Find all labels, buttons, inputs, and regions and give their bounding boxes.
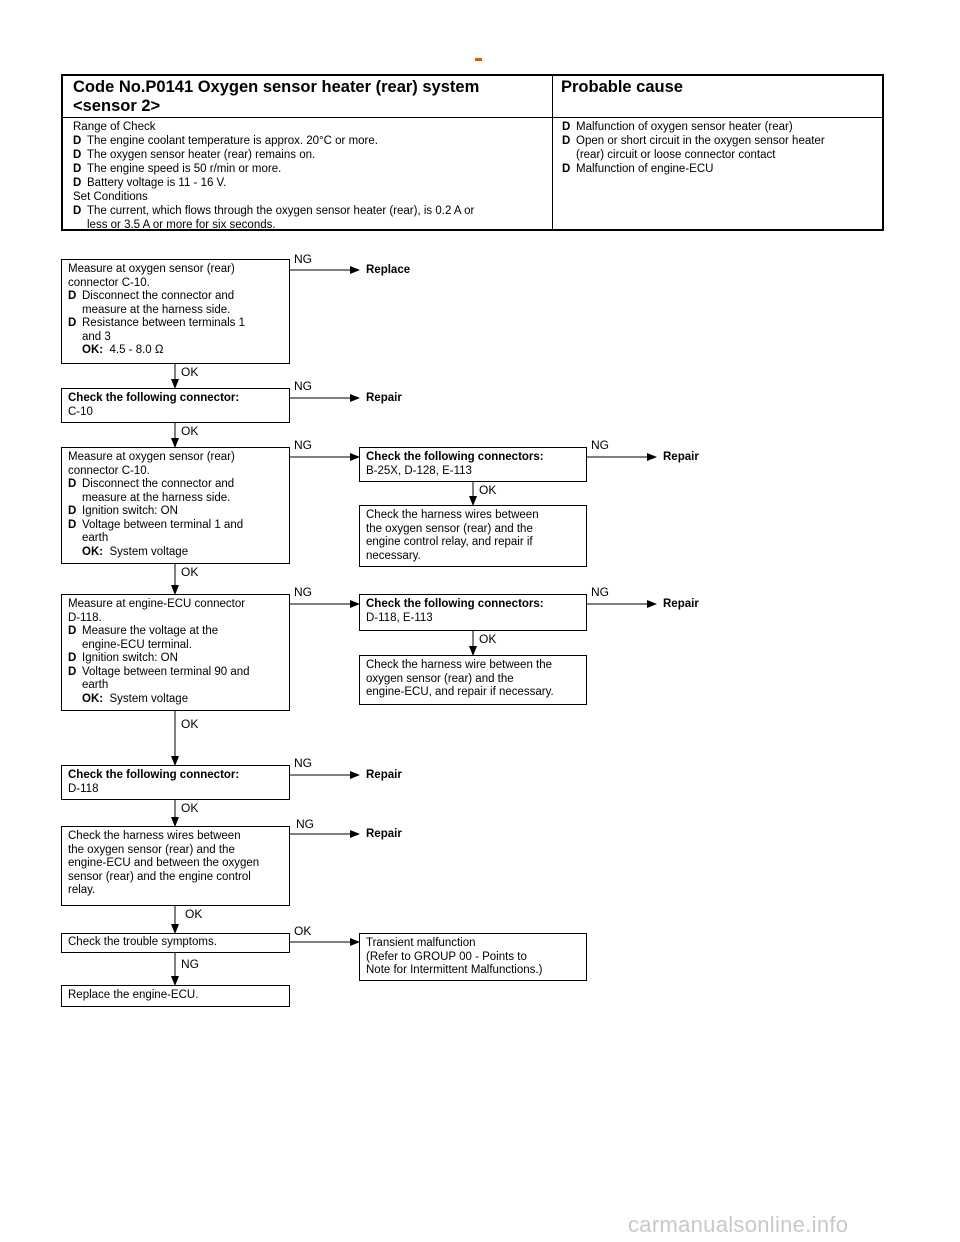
cause-text-cont: (rear) circuit or loose connector contact <box>576 149 776 161</box>
code-title-line1: Code No.P0141 Oxygen sensor heater (rear) system <box>73 78 480 96</box>
bullet-icon: D <box>562 121 571 133</box>
step-bullet <box>68 478 283 492</box>
step5-connector-check <box>61 765 290 800</box>
step-text: measure at the harness side. <box>82 303 231 316</box>
step3a-connectors-check <box>359 447 587 482</box>
ng-label: NG <box>294 379 312 393</box>
ng-label: NG <box>591 438 609 452</box>
step-bullet <box>68 652 283 666</box>
bullet-icon: D <box>73 163 82 175</box>
step-title: Check the following connector: <box>68 769 240 781</box>
result-repair: Repair <box>366 828 402 840</box>
step-text: oxygen sensor (rear) and the <box>366 672 514 685</box>
step-ok-criteria <box>68 344 283 358</box>
ok-label: OK <box>479 483 497 497</box>
step-text: Measure at oxygen sensor (rear) <box>68 451 235 463</box>
step-ok-criteria <box>68 693 283 707</box>
ok-label: OK <box>479 632 497 646</box>
result-repair: Repair <box>663 451 699 463</box>
connector-id: C-10 <box>68 405 93 418</box>
bullet-icon: D <box>73 149 82 161</box>
step-bullet <box>68 505 283 519</box>
step-text: the oxygen sensor (rear) and the <box>68 843 235 856</box>
step8-replace-ecu <box>61 985 290 1007</box>
result-repair: Repair <box>366 769 402 781</box>
range-of-check-label: Range of Check <box>73 121 156 133</box>
bullet-icon: D <box>68 652 77 664</box>
bullet-icon: D <box>562 135 571 147</box>
step2-connector-check <box>61 388 290 423</box>
ng-label: NG <box>294 585 312 599</box>
step-text: Note for Intermittent Malfunctions.) <box>366 964 543 976</box>
bullet-icon: D <box>73 177 82 189</box>
step-text: Disconnect the connector and <box>82 478 235 490</box>
cause-text: Malfunction of oxygen sensor heater (rear) <box>576 121 793 133</box>
cause-text: Malfunction of engine-ECU <box>576 163 714 175</box>
ok-label: OK <box>181 365 199 379</box>
result-repair: Repair <box>366 392 402 404</box>
step-ok-criteria <box>68 546 283 560</box>
step-bullet <box>68 625 283 639</box>
bullet-icon: D <box>68 625 77 637</box>
bullet-icon: D <box>73 205 82 217</box>
step4b-harness-ecu-check <box>359 655 587 705</box>
cause-text: Open or short circuit in the oxygen sensor heater <box>576 135 825 147</box>
set-condition-text-cont: less or 3.5 A or more for six seconds. <box>87 219 276 231</box>
step-text: earth <box>82 679 109 691</box>
ok-label: OK: <box>82 692 104 705</box>
probable-cause-title: Probable cause <box>561 78 683 96</box>
step-text: necessary. <box>366 549 421 562</box>
step1-resistance-check <box>61 259 290 364</box>
step-text: and 3 <box>82 330 111 343</box>
step-text: Check the harness wire between the <box>366 659 553 671</box>
step6-harness-wires-check <box>61 826 290 906</box>
bullet-icon: D <box>68 665 77 678</box>
step-text: Voltage between terminal 1 and <box>82 518 244 531</box>
step-bullet <box>68 290 283 304</box>
code-title-line2: <sensor 2> <box>73 97 161 115</box>
step-text: engine-ECU terminal. <box>82 638 192 651</box>
step-title: Check the following connectors: <box>366 598 544 610</box>
step-text: engine-ECU and between the oxygen <box>68 857 260 869</box>
ng-label: NG <box>294 756 312 770</box>
connector-id: D-118 <box>68 782 99 795</box>
bullet-icon: D <box>562 163 571 175</box>
ok-label: OK <box>181 801 199 815</box>
connector-id: B-25X, D-128, E-113 <box>366 464 472 477</box>
step-bullet <box>68 317 283 331</box>
range-item-text: The engine coolant temperature is approx. 20°C or more. <box>87 135 378 147</box>
step3b-harness-relay-check <box>359 505 587 567</box>
step-text: sensor (rear) and the engine control <box>68 870 251 883</box>
ok-label: OK <box>181 717 199 731</box>
ng-label: NG <box>294 438 312 452</box>
step-text: Measure at engine-ECU connector <box>68 598 246 610</box>
step4a-connectors-check <box>359 594 587 631</box>
bullet-icon: D <box>68 518 77 531</box>
connector-id: D-118, E-113 <box>366 611 433 624</box>
bullet-icon: D <box>68 505 77 517</box>
ok-value: System voltage <box>109 545 189 558</box>
step-text: connector C-10. <box>68 276 150 289</box>
ok-label: OK <box>294 924 312 938</box>
step-text: relay. <box>68 884 96 896</box>
watermark: carmanualsonline.info <box>628 1212 849 1237</box>
step-text: engine-ECU, and repair if necessary. <box>366 686 554 698</box>
step-text: the oxygen sensor (rear) and the <box>366 522 533 535</box>
step-title: Check the following connectors: <box>366 451 544 463</box>
bullet-icon: D <box>68 478 77 490</box>
step-text: Measure the voltage at the <box>82 625 219 637</box>
step-text: Replace the engine-ECU. <box>68 989 199 1001</box>
ok-label: OK: <box>82 545 104 558</box>
step-text: earth <box>82 532 109 544</box>
ng-label: NG <box>591 585 609 599</box>
step3-voltage-check <box>61 447 290 564</box>
bullet-icon: D <box>73 135 82 147</box>
step-text: Check the harness wires between <box>366 509 539 521</box>
result-repair: Repair <box>663 598 699 610</box>
ok-value: System voltage <box>109 692 189 705</box>
set-condition-text: The current, which flows through the oxygen sensor heater (rear), is 0.2 A or <box>87 205 475 217</box>
step7a-transient-malfunction <box>359 933 587 981</box>
ng-label: NG <box>296 817 314 831</box>
ng-label: NG <box>294 252 312 266</box>
step-text: Measure at oxygen sensor (rear) <box>68 263 235 275</box>
ng-label: NG <box>181 957 199 971</box>
range-item-text: The engine speed is 50 r/min or more. <box>87 163 282 175</box>
step-text: Check the trouble symptoms. <box>68 936 217 948</box>
step-text: Ignition switch: ON <box>82 505 178 517</box>
step-text: (Refer to GROUP 00 - Points to <box>366 950 527 963</box>
step-text: connector C-10. <box>68 464 150 477</box>
result-replace: Replace <box>366 264 411 276</box>
step-text: Resistance between terminals 1 <box>82 317 245 329</box>
ok-label: OK <box>181 565 199 579</box>
ok-value: 4.5 - 8.0 Ω <box>109 344 164 356</box>
step-text: D-118. <box>68 611 102 624</box>
range-item-text: The oxygen sensor heater (rear) remains on. <box>87 149 316 161</box>
step7-trouble-symptoms <box>61 933 290 953</box>
ok-label: OK <box>185 907 203 921</box>
bullet-icon: D <box>68 290 77 302</box>
step-text: Voltage between terminal 90 and <box>82 665 250 678</box>
step-text: Check the harness wires between <box>68 830 241 842</box>
step-text: measure at the harness side. <box>82 491 231 504</box>
step-text: Disconnect the connector and <box>82 290 235 302</box>
step-bullet <box>68 666 283 680</box>
step-title: Check the following connector: <box>68 392 240 404</box>
step4-ecu-voltage-check <box>61 594 290 711</box>
ok-label: OK <box>181 424 199 438</box>
bullet-icon: D <box>68 317 77 329</box>
step-text: engine control relay, and repair if <box>366 536 533 548</box>
ok-label: OK: <box>82 344 104 356</box>
range-item-text: Battery voltage is 11 - 16 V. <box>87 177 227 189</box>
step-bullet <box>68 519 283 533</box>
step-text: Ignition switch: ON <box>82 652 178 664</box>
step-text: Transient malfunction <box>366 937 476 949</box>
set-conditions-label: Set Conditions <box>73 191 148 203</box>
